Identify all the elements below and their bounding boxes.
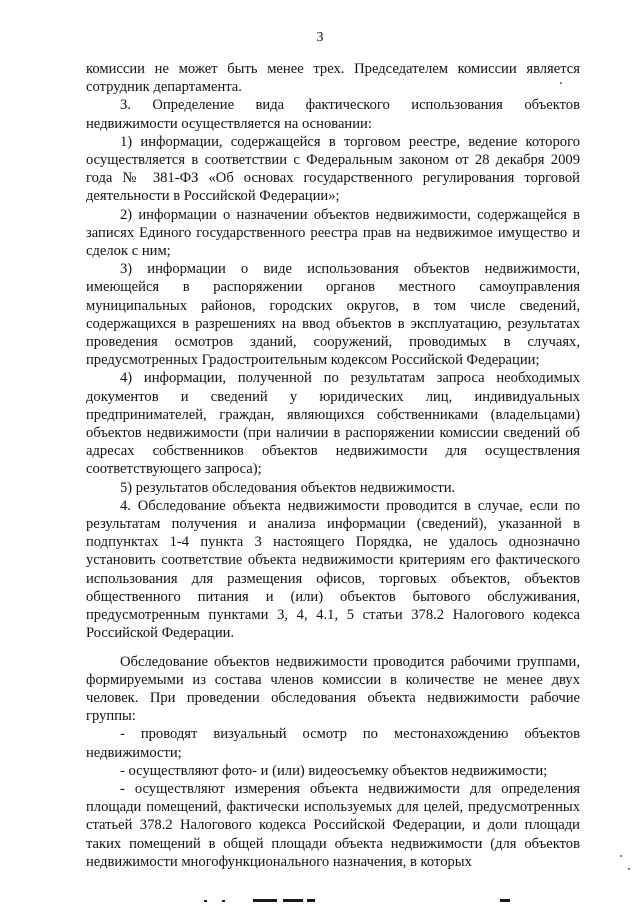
paragraph-subitem-1: 1) информации, содержащейся в торговом реестре, ведение которого осуществляется в соответствии с Федеральным законом от 28 декабря 2009 года № 381-ФЗ «Об основах государственного регулирования торговой деятельности в Российской Федерации»; [86, 133, 580, 205]
paragraph-working-groups: Обследование объектов недвижимости проводится рабочими группами, формируемыми из состава членов комиссии в количестве не менее двух человек. При проведении обследования объекта недвижимости рабочие группы: [86, 653, 580, 725]
scan-artifact-mark [222, 900, 225, 902]
list-item-visual-inspection: - проводят визуальный осмотр по местонахождению объектов недвижимости; [86, 726, 580, 761]
paragraph-item-3: 3. Определение вида фактического использования объектов недвижимости осуществляется на основании: [86, 97, 580, 132]
scan-artifact-dot [628, 868, 630, 870]
scan-artifact-dot [620, 855, 622, 857]
list-item-measurements: - осуществляют измерения объекта недвижимости для определения площади помещений, фактически используемых для целей, предусмотренных статьей 378.2 Налогового кодекса Российской Федерации, и доли площади таких помещений в общей площади объекта недвижимости (для объектов недвижимости многофункционального назначения, в которых [86, 780, 580, 870]
document-body [86, 60, 580, 871]
list-item-photo-video: - осуществляют фото- и (или) видеосъемку объектов недвижимости; [120, 762, 548, 779]
page-number: 3 [316, 30, 324, 45]
paragraph-subitem-4: 4) информации, полученной по результатам запроса необходимых документов и сведений у юридических лиц, индивидуальных предпринимателей, граждан, являющихся собственниками (владельцами) объектов недвижимости (при наличии в распоряжении комиссии сведений об адресах собственников объектов недвижимости для осуществления соответствующего запроса); [86, 370, 580, 478]
paragraph-subitem-5: 5) результатов обследования объектов недвижимости. [120, 479, 456, 496]
paragraph-commission-composition: комиссии не может быть менее трех. Председателем комиссии является сотрудник департамента. [86, 61, 580, 96]
scan-artifact-mark [253, 899, 277, 902]
paragraph-subitem-2: 2) информации о назначении объектов недвижимости, содержащейся в записях Единого государственного реестра прав на недвижимое имущество и сделок с ним; [86, 206, 580, 260]
scan-artifact-mark [283, 899, 303, 902]
scan-artifact-mark [307, 899, 315, 902]
scan-artifact-mark [500, 899, 510, 902]
scan-artifact-mark [204, 900, 207, 902]
paragraph-subitem-3: 3) информации о виде использования объектов недвижимости, имеющейся в распоряжении органов местного самоуправления муниципальных районов, городских округов, в том числе сведений, содержащихся в разрешениях на ввод объектов в эксплуатацию, результатах проведения осмотров зданий, сооружений, проводимых в случаях, предусмотренных Градостроительным кодексом Российской Федерации; [86, 261, 580, 369]
paragraph-item-4: 4. Обследование объекта недвижимости проводится в случае, если по результатам получения и анализа информации (сведений), указанной в подпунктах 1-4 пункта 3 настоящего Порядка, не удалось однозначно установить соответствие объекта недвижимости критериям его фактического использования для размещения офисов, торговых объектов, объектов общественного питания и (или) объектов бытового обслуживания, предусмотренным пунктами 3, 4, 4.1, 5 статьи 378.2 Налогового кодекса Российской Федерации. [86, 497, 580, 642]
scan-artifact-dot [560, 82, 562, 84]
